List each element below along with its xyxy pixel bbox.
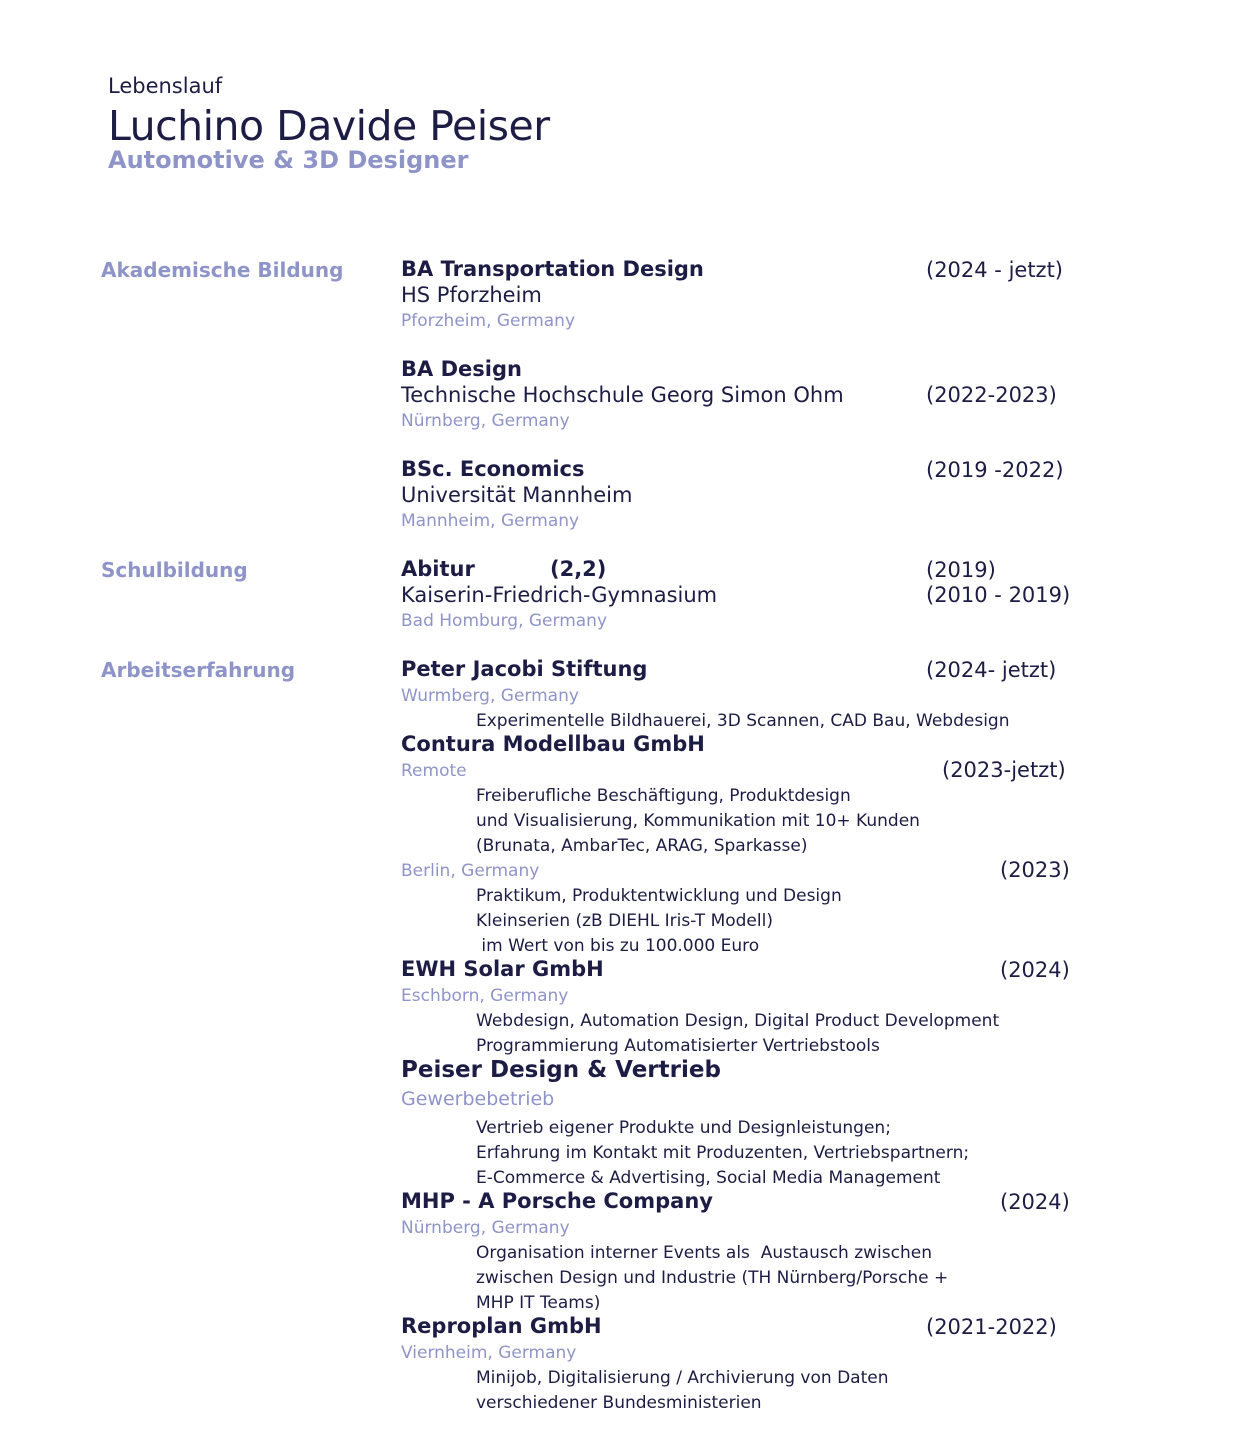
job-description-line: zwischen Design und Industrie (TH Nürnberg/Porsche + (476, 1268, 949, 1288)
job-description-line: Freiberufliche Beschäftigung, Produktdesign (476, 786, 851, 806)
job-location: Nürnberg, Germany (401, 1218, 570, 1238)
job-description-line: und Visualisierung, Kommunikation mit 10+ Kunden (476, 811, 920, 831)
education-institution: HS Pforzheim (401, 283, 542, 307)
job-company: EWH Solar GmbH (401, 957, 604, 981)
job-location: Remote (401, 761, 467, 781)
document-label: Lebenslauf (108, 74, 223, 98)
school-degree: Abitur (401, 557, 475, 581)
education-institution: Technische Hochschule Georg Simon Ohm (401, 383, 844, 407)
education-period: (2024 - jetzt) (926, 258, 1064, 282)
job-period: (2024) (1000, 958, 1070, 982)
education-degree: BA Design (401, 357, 522, 381)
job-location: Eschborn, Germany (401, 986, 569, 1006)
job-description-line: Organisation interner Events als Austausch zwischen (476, 1243, 932, 1263)
job-period: (2024) (1000, 1190, 1070, 1214)
job-description-line: Erfahrung im Kontakt mit Produzenten, Vertriebspartnern; (476, 1143, 970, 1163)
job-period: (2024- jetzt) (926, 658, 1057, 682)
job-title: Automotive & 3D Designer (108, 146, 469, 174)
education-location: Mannheim, Germany (401, 511, 580, 531)
education-location: Nürnberg, Germany (401, 411, 570, 431)
education-institution: Universität Mannheim (401, 483, 633, 507)
job-company: Contura Modellbau GmbH (401, 732, 705, 756)
person-name: Luchino Davide Peiser (108, 102, 550, 150)
job-description-line: Vertrieb eigener Produkte und Designleistungen; (476, 1118, 891, 1138)
job-location: Berlin, Germany (401, 861, 540, 881)
education-period: (2019 -2022) (926, 458, 1064, 482)
education-degree: BSc. Economics (401, 457, 585, 481)
section-heading-education: Akademische Bildung (101, 258, 344, 282)
education-location: Pforzheim, Germany (401, 311, 576, 331)
job-description-line: im Wert von bis zu 100.000 Euro (476, 936, 760, 956)
job-description-line: E-Commerce & Advertising, Social Media Management (476, 1168, 941, 1188)
section-heading-work: Arbeitserfahrung (101, 658, 296, 682)
job-location: Wurmberg, Germany (401, 686, 579, 706)
school-location: Bad Homburg, Germany (401, 611, 608, 631)
school-degree-period: (2019) (926, 558, 996, 582)
job-description-line: Kleinserien (zB DIEHL Iris-T Modell) (476, 911, 773, 931)
job-company: Reproplan GmbH (401, 1314, 602, 1338)
job-company: Peiser Design & Vertrieb (401, 1057, 721, 1083)
job-description-line: MHP IT Teams) (476, 1293, 601, 1313)
job-description-line: Experimentelle Bildhauerei, 3D Scannen, CAD Bau, Webdesign (476, 711, 1010, 731)
education-degree: BA Transportation Design (401, 257, 704, 281)
job-description-line: (Brunata, AmbarTec, ARAG, Sparkasse) (476, 836, 808, 856)
education-period: (2022-2023) (926, 383, 1057, 407)
job-description-line: Programmierung Automatisierter Vertriebstools (476, 1036, 880, 1056)
job-company: MHP - A Porsche Company (401, 1189, 713, 1213)
school-institution: Kaiserin-Friedrich-Gymnasium (401, 583, 718, 607)
job-description-line: Webdesign, Automation Design, Digital Product Development (476, 1011, 1000, 1031)
job-description-line: Praktikum, Produktentwicklung und Design (476, 886, 842, 906)
school-institution-period: (2010 - 2019) (926, 583, 1071, 607)
job-period: (2023-jetzt) (942, 758, 1066, 782)
school-grade: (2,2) (550, 557, 607, 581)
section-heading-school: Schulbildung (101, 558, 248, 582)
job-period: (2021-2022) (926, 1315, 1057, 1339)
job-description-line: Minijob, Digitalisierung / Archivierung von Daten (476, 1368, 889, 1388)
job-period: (2023) (1000, 858, 1070, 882)
job-company: Peter Jacobi Stiftung (401, 657, 648, 681)
job-location: Gewerbebetrieb (401, 1088, 555, 1110)
job-location: Viernheim, Germany (401, 1343, 577, 1363)
job-description-line: verschiedener Bundesministerien (476, 1393, 762, 1413)
